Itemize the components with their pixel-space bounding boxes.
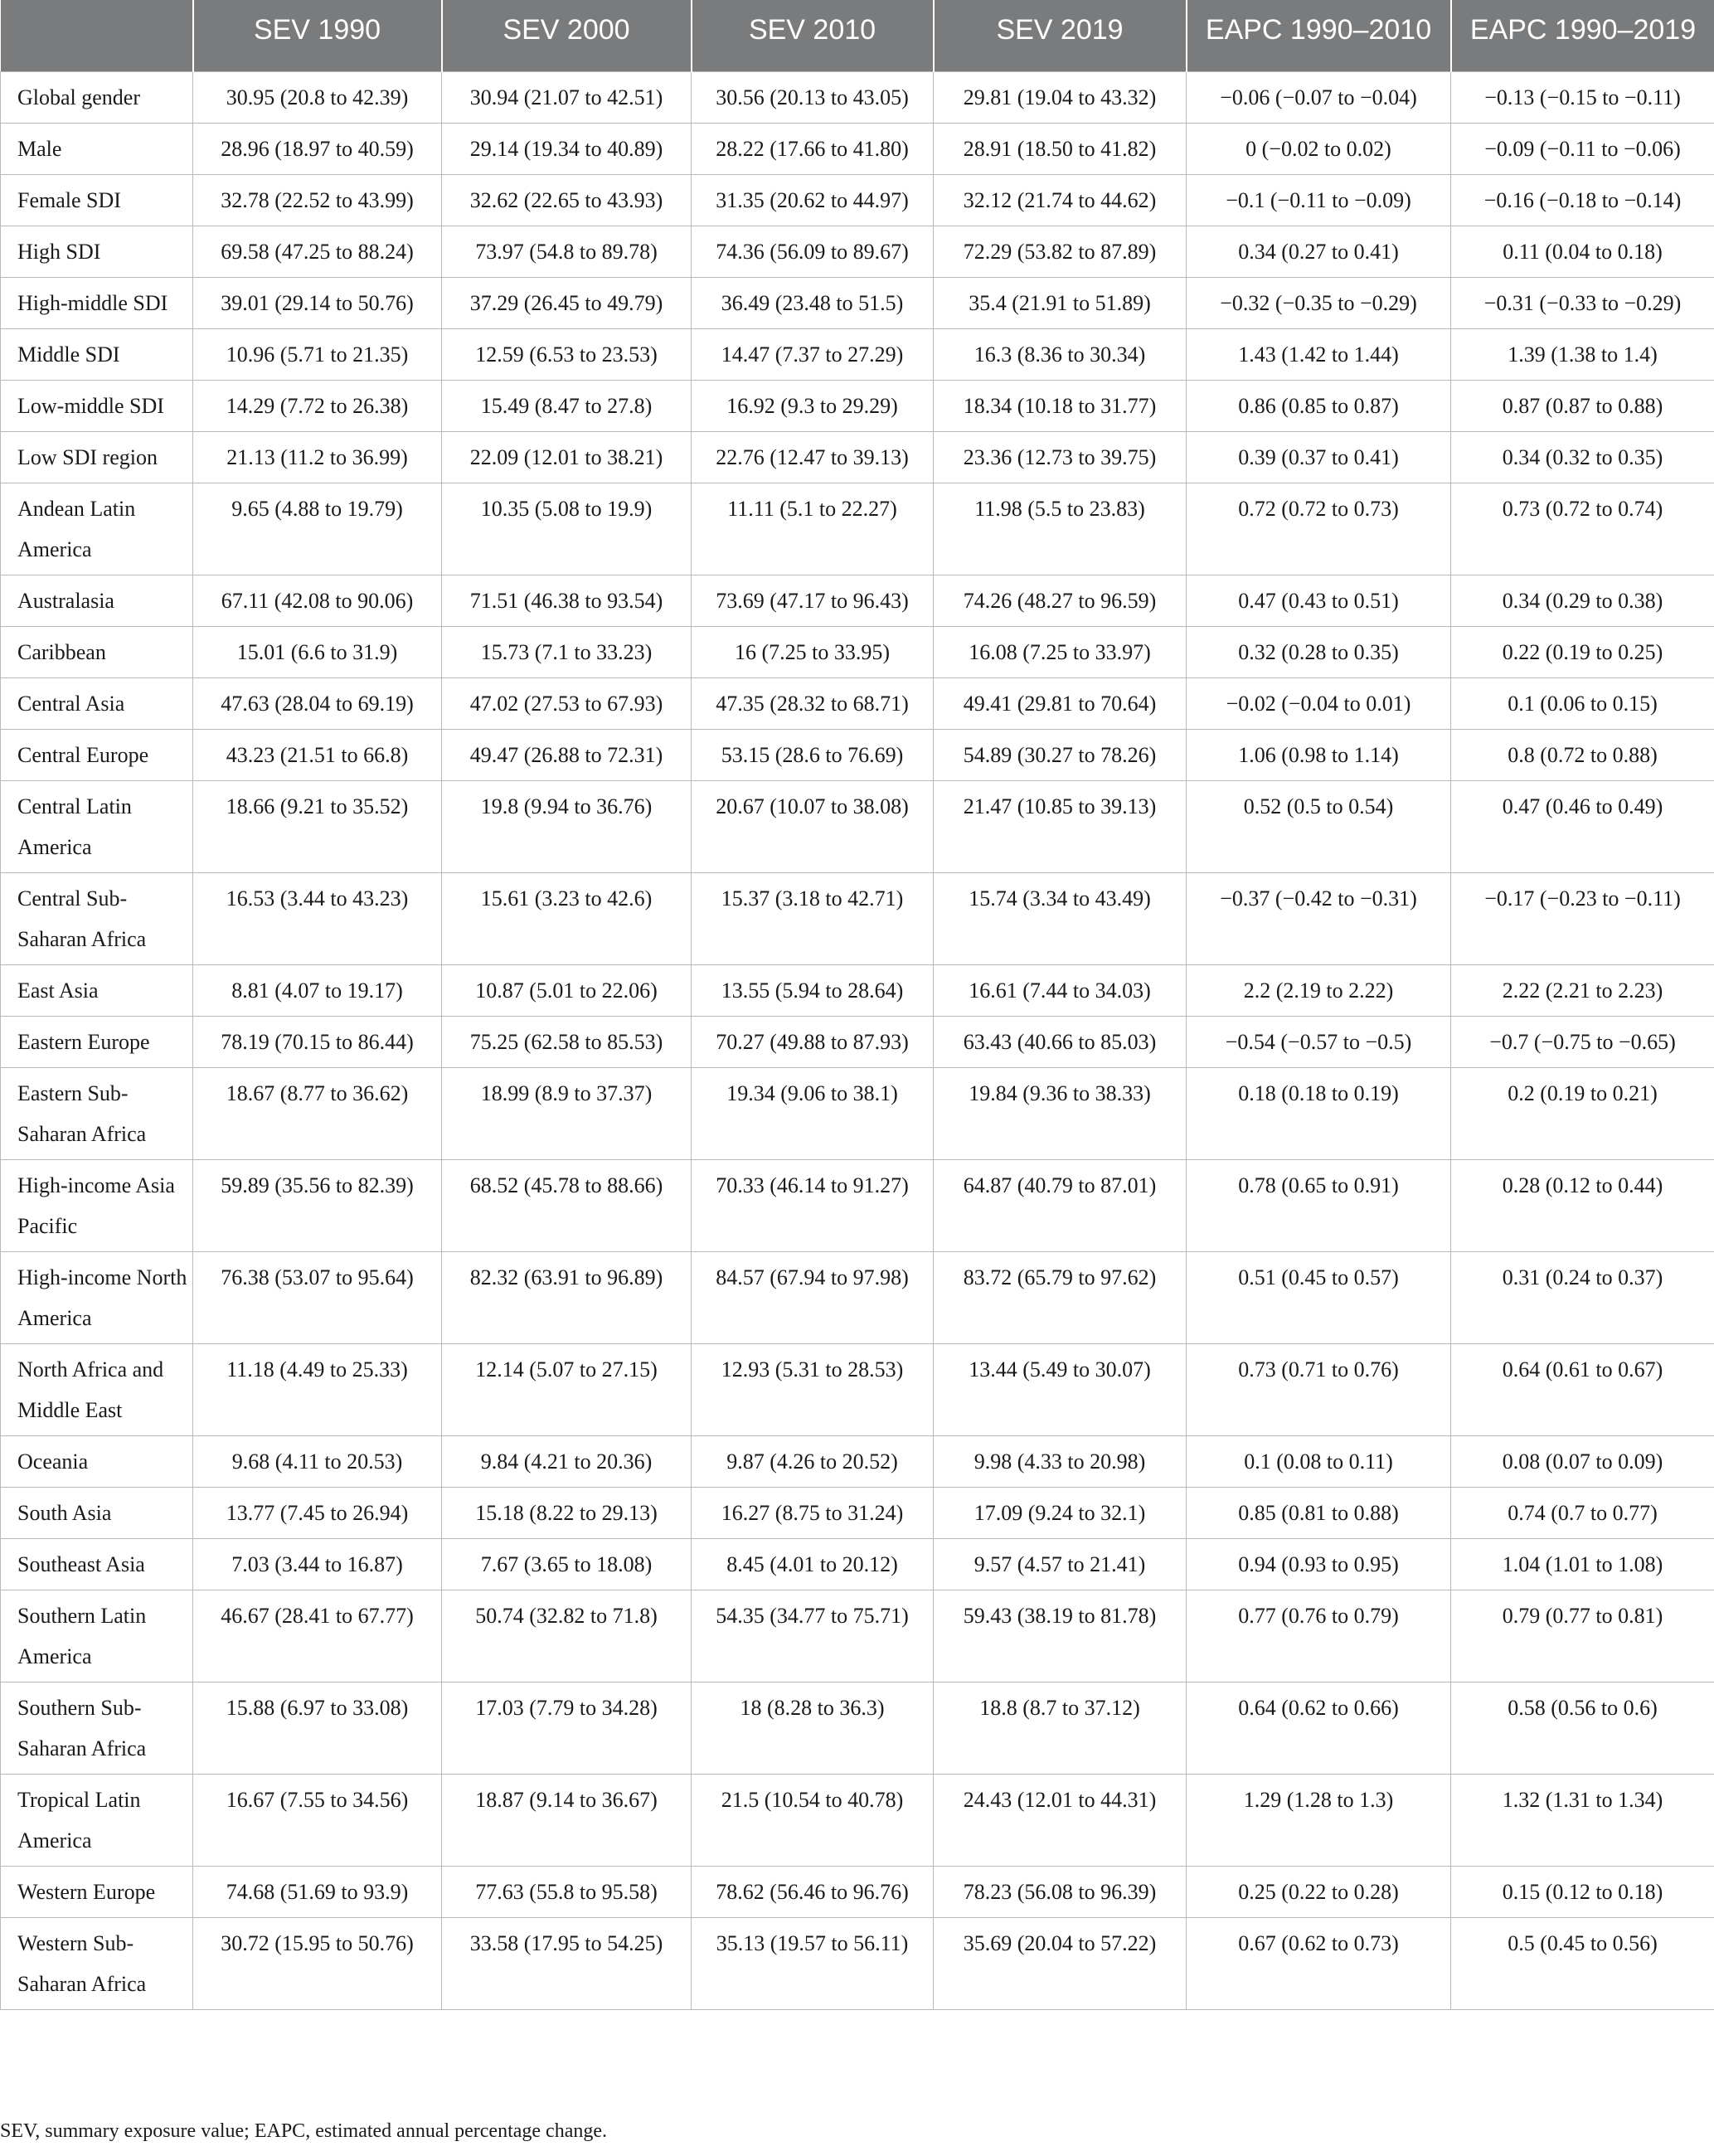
table-row — [1, 729, 1714, 780]
header-cell: SEV 2019 — [934, 0, 1187, 71]
table-row — [1, 575, 1714, 626]
table-cell: 0.18 (0.18 to 0.19) — [1187, 1067, 1451, 1159]
table-cell: −0.02 (−0.04 to 0.01) — [1187, 677, 1451, 729]
table-cell: 12.93 (5.31 to 28.53) — [692, 1343, 934, 1435]
table-row — [1, 71, 1714, 123]
table-cell: 15.73 (7.1 to 33.23) — [442, 626, 692, 677]
table-cell: 78.23 (56.08 to 96.39) — [934, 1866, 1187, 1917]
table-cell: −0.09 (−0.11 to −0.06) — [1451, 123, 1714, 174]
table-cell: 30.72 (15.95 to 50.76) — [193, 1917, 442, 2009]
table-cell: 67.11 (42.08 to 90.06) — [193, 575, 442, 626]
table-row — [1, 1590, 1714, 1682]
table-cell: 47.02 (27.53 to 67.93) — [442, 677, 692, 729]
table-cell: 33.58 (17.95 to 54.25) — [442, 1917, 692, 2009]
row-label: Western Sub-Saharan Africa — [1, 1917, 193, 2009]
table-cell: 78.62 (56.46 to 96.76) — [692, 1866, 934, 1917]
row-label: Central Europe — [1, 729, 193, 780]
table-cell: 74.26 (48.27 to 96.59) — [934, 575, 1187, 626]
table-cell: 0.94 (0.93 to 0.95) — [1187, 1538, 1451, 1590]
table-cell: 73.97 (54.8 to 89.78) — [442, 226, 692, 277]
row-label: Low-middle SDI — [1, 380, 193, 431]
table-cell: 50.74 (32.82 to 71.8) — [442, 1590, 692, 1682]
table-row — [1, 1435, 1714, 1487]
table-cell: 0.34 (0.32 to 0.35) — [1451, 431, 1714, 483]
table-cell: −0.16 (−0.18 to −0.14) — [1451, 174, 1714, 226]
table-row — [1, 780, 1714, 872]
table-cell: 73.69 (47.17 to 96.43) — [692, 575, 934, 626]
row-label: East Asia — [1, 964, 193, 1016]
table-cell: 30.95 (20.8 to 42.39) — [193, 71, 442, 123]
table-cell: 15.74 (3.34 to 43.49) — [934, 872, 1187, 964]
row-label: Southeast Asia — [1, 1538, 193, 1590]
table-cell: 19.84 (9.36 to 38.33) — [934, 1067, 1187, 1159]
table-cell: 13.77 (7.45 to 26.94) — [193, 1487, 442, 1538]
table-cell: −0.32 (−0.35 to −0.29) — [1187, 277, 1451, 328]
header-row — [1, 0, 1714, 71]
table-row — [1, 174, 1714, 226]
table-cell: 10.96 (5.71 to 21.35) — [193, 328, 442, 380]
table-row — [1, 626, 1714, 677]
table-cell: 16.08 (7.25 to 33.97) — [934, 626, 1187, 677]
table-cell: 18.87 (9.14 to 36.67) — [442, 1774, 692, 1866]
table-cell: −0.54 (−0.57 to −0.5) — [1187, 1016, 1451, 1067]
table-cell: 43.23 (21.51 to 66.8) — [193, 729, 442, 780]
table-cell: 69.58 (47.25 to 88.24) — [193, 226, 442, 277]
table-cell: 9.68 (4.11 to 20.53) — [193, 1435, 442, 1487]
table-cell: 0 (−0.02 to 0.02) — [1187, 123, 1451, 174]
table-cell: 0.72 (0.72 to 0.73) — [1187, 483, 1451, 575]
table-cell: −0.31 (−0.33 to −0.29) — [1451, 277, 1714, 328]
table-cell: 7.67 (3.65 to 18.08) — [442, 1538, 692, 1590]
table-cell: 0.28 (0.12 to 0.44) — [1451, 1159, 1714, 1251]
row-label: High-middle SDI — [1, 277, 193, 328]
table-cell: 16 (7.25 to 33.95) — [692, 626, 934, 677]
table-cell: 0.5 (0.45 to 0.56) — [1451, 1917, 1714, 2009]
row-label: Andean Latin America — [1, 483, 193, 575]
table-cell: 9.87 (4.26 to 20.52) — [692, 1435, 934, 1487]
table-cell: 8.81 (4.07 to 19.17) — [193, 964, 442, 1016]
table-cell: 0.15 (0.12 to 0.18) — [1451, 1866, 1714, 1917]
table-row — [1, 277, 1714, 328]
row-label: South Asia — [1, 1487, 193, 1538]
table-cell: 12.59 (6.53 to 23.53) — [442, 328, 692, 380]
row-label: High-income North America — [1, 1251, 193, 1343]
table-cell: 12.14 (5.07 to 27.15) — [442, 1343, 692, 1435]
table-cell: 0.78 (0.65 to 0.91) — [1187, 1159, 1451, 1251]
table-cell: 15.88 (6.97 to 33.08) — [193, 1682, 442, 1774]
table-cell: 63.43 (40.66 to 85.03) — [934, 1016, 1187, 1067]
table-cell: 0.51 (0.45 to 0.57) — [1187, 1251, 1451, 1343]
row-label: Female SDI — [1, 174, 193, 226]
table-cell: 72.29 (53.82 to 87.89) — [934, 226, 1187, 277]
row-label: Southern Latin America — [1, 1590, 193, 1682]
table-cell: 82.32 (63.91 to 96.89) — [442, 1251, 692, 1343]
header-cell: EAPC 1990–2019 — [1451, 0, 1714, 71]
table-cell: 1.06 (0.98 to 1.14) — [1187, 729, 1451, 780]
table-cell: 15.01 (6.6 to 31.9) — [193, 626, 442, 677]
table-cell: 47.35 (28.32 to 68.71) — [692, 677, 934, 729]
row-label: Tropical Latin America — [1, 1774, 193, 1866]
table-row — [1, 677, 1714, 729]
table-cell: 18 (8.28 to 36.3) — [692, 1682, 934, 1774]
table-cell: 22.76 (12.47 to 39.13) — [692, 431, 934, 483]
table-cell: 0.39 (0.37 to 0.41) — [1187, 431, 1451, 483]
header-cell — [1, 0, 193, 71]
table-cell: 10.87 (5.01 to 22.06) — [442, 964, 692, 1016]
table-cell: 70.33 (46.14 to 91.27) — [692, 1159, 934, 1251]
table-body — [1, 71, 1714, 2009]
table-cell: 64.87 (40.79 to 87.01) — [934, 1159, 1187, 1251]
table-cell: 18.66 (9.21 to 35.52) — [193, 780, 442, 872]
table-cell: 35.13 (19.57 to 56.11) — [692, 1917, 934, 2009]
table-row — [1, 431, 1714, 483]
header-cell: SEV 2000 — [442, 0, 692, 71]
row-label: Low SDI region — [1, 431, 193, 483]
table-cell: 71.51 (46.38 to 93.54) — [442, 575, 692, 626]
table-cell: 16.3 (8.36 to 30.34) — [934, 328, 1187, 380]
table-cell: 13.44 (5.49 to 30.07) — [934, 1343, 1187, 1435]
table-cell: −0.7 (−0.75 to −0.65) — [1451, 1016, 1714, 1067]
table-cell: 49.47 (26.88 to 72.31) — [442, 729, 692, 780]
table-footnote: SEV, summary exposure value; EAPC, estimated annual percentage change. — [0, 2120, 608, 2142]
row-label: Central Asia — [1, 677, 193, 729]
table-cell: 18.67 (8.77 to 36.62) — [193, 1067, 442, 1159]
table-cell: 54.35 (34.77 to 75.71) — [692, 1590, 934, 1682]
table-cell: 29.14 (19.34 to 40.89) — [442, 123, 692, 174]
row-label: Central Sub-Saharan Africa — [1, 872, 193, 964]
table-cell: 11.98 (5.5 to 23.83) — [934, 483, 1187, 575]
table-cell: 20.67 (10.07 to 38.08) — [692, 780, 934, 872]
row-label: Western Europe — [1, 1866, 193, 1917]
table-cell: 1.04 (1.01 to 1.08) — [1451, 1538, 1714, 1590]
table-cell: 9.84 (4.21 to 20.36) — [442, 1435, 692, 1487]
table-row — [1, 1538, 1714, 1590]
table-cell: 16.53 (3.44 to 43.23) — [193, 872, 442, 964]
row-label: Eastern Europe — [1, 1016, 193, 1067]
table-cell: −0.17 (−0.23 to −0.11) — [1451, 872, 1714, 964]
table-cell: 19.8 (9.94 to 36.76) — [442, 780, 692, 872]
table-cell: −0.06 (−0.07 to −0.04) — [1187, 71, 1451, 123]
table-cell: 0.2 (0.19 to 0.21) — [1451, 1067, 1714, 1159]
table-cell: 0.64 (0.62 to 0.66) — [1187, 1682, 1451, 1774]
row-label: Caribbean — [1, 626, 193, 677]
table-cell: 18.99 (8.9 to 37.37) — [442, 1067, 692, 1159]
table-cell: 7.03 (3.44 to 16.87) — [193, 1538, 442, 1590]
table-cell: 78.19 (70.15 to 86.44) — [193, 1016, 442, 1067]
table-row — [1, 1682, 1714, 1774]
table-cell: 18.8 (8.7 to 37.12) — [934, 1682, 1187, 1774]
table-row — [1, 1016, 1714, 1067]
table-cell: 15.18 (8.22 to 29.13) — [442, 1487, 692, 1538]
table-cell: −0.37 (−0.42 to −0.31) — [1187, 872, 1451, 964]
table-cell: 36.49 (23.48 to 51.5) — [692, 277, 934, 328]
table-cell: 16.67 (7.55 to 34.56) — [193, 1774, 442, 1866]
table-cell: 29.81 (19.04 to 43.32) — [934, 71, 1187, 123]
table-cell: 0.22 (0.19 to 0.25) — [1451, 626, 1714, 677]
table-cell: 9.65 (4.88 to 19.79) — [193, 483, 442, 575]
table-cell: 11.11 (5.1 to 22.27) — [692, 483, 934, 575]
table-row — [1, 1487, 1714, 1538]
table-row — [1, 123, 1714, 174]
table-cell: 59.43 (38.19 to 81.78) — [934, 1590, 1187, 1682]
table-cell: 35.69 (20.04 to 57.22) — [934, 1917, 1187, 2009]
table-cell: 1.32 (1.31 to 1.34) — [1451, 1774, 1714, 1866]
row-label: Global gender — [1, 71, 193, 123]
table-row — [1, 1343, 1714, 1435]
table-cell: 68.52 (45.78 to 88.66) — [442, 1159, 692, 1251]
row-label: Central Latin America — [1, 780, 193, 872]
table-cell: 16.61 (7.44 to 34.03) — [934, 964, 1187, 1016]
table-cell: 9.57 (4.57 to 21.41) — [934, 1538, 1187, 1590]
table-cell: 22.09 (12.01 to 38.21) — [442, 431, 692, 483]
table-cell: 19.34 (9.06 to 38.1) — [692, 1067, 934, 1159]
table-cell: 28.22 (17.66 to 41.80) — [692, 123, 934, 174]
table-cell: 14.47 (7.37 to 27.29) — [692, 328, 934, 380]
row-label: Male — [1, 123, 193, 174]
table-cell: 11.18 (4.49 to 25.33) — [193, 1343, 442, 1435]
table-row — [1, 1159, 1714, 1251]
table-cell: 28.91 (18.50 to 41.82) — [934, 123, 1187, 174]
table-cell: 39.01 (29.14 to 50.76) — [193, 277, 442, 328]
table-cell: 0.31 (0.24 to 0.37) — [1451, 1251, 1714, 1343]
row-label: High-income Asia Pacific — [1, 1159, 193, 1251]
table-cell: 35.4 (21.91 to 51.89) — [934, 277, 1187, 328]
table-cell: 16.27 (8.75 to 31.24) — [692, 1487, 934, 1538]
table-cell: 30.94 (21.07 to 42.51) — [442, 71, 692, 123]
table-cell: −0.1 (−0.11 to −0.09) — [1187, 174, 1451, 226]
table-row — [1, 380, 1714, 431]
table-cell: 54.89 (30.27 to 78.26) — [934, 729, 1187, 780]
header-cell: SEV 1990 — [193, 0, 442, 71]
table-cell: 0.74 (0.7 to 0.77) — [1451, 1487, 1714, 1538]
table-cell: 0.64 (0.61 to 0.67) — [1451, 1343, 1714, 1435]
table-cell: 15.49 (8.47 to 27.8) — [442, 380, 692, 431]
table-row — [1, 872, 1714, 964]
table-cell: 74.68 (51.69 to 93.9) — [193, 1866, 442, 1917]
table-row — [1, 1866, 1714, 1917]
table-cell: 10.35 (5.08 to 19.9) — [442, 483, 692, 575]
table-cell: 0.86 (0.85 to 0.87) — [1187, 380, 1451, 431]
row-label: High SDI — [1, 226, 193, 277]
table-cell: 83.72 (65.79 to 97.62) — [934, 1251, 1187, 1343]
table-cell: 28.96 (18.97 to 40.59) — [193, 123, 442, 174]
table-cell: 0.1 (0.06 to 0.15) — [1451, 677, 1714, 729]
table-cell: 18.34 (10.18 to 31.77) — [934, 380, 1187, 431]
table-cell: 1.39 (1.38 to 1.4) — [1451, 328, 1714, 380]
table-cell: 2.2 (2.19 to 2.22) — [1187, 964, 1451, 1016]
table-cell: 8.45 (4.01 to 20.12) — [692, 1538, 934, 1590]
table-row — [1, 1774, 1714, 1866]
table-cell: 0.25 (0.22 to 0.28) — [1187, 1866, 1451, 1917]
table-cell: 14.29 (7.72 to 26.38) — [193, 380, 442, 431]
table-row — [1, 964, 1714, 1016]
table-cell: 0.87 (0.87 to 0.88) — [1451, 380, 1714, 431]
table-cell: 76.38 (53.07 to 95.64) — [193, 1251, 442, 1343]
header-cell: EAPC 1990–2010 — [1187, 0, 1451, 71]
table-cell: 2.22 (2.21 to 2.23) — [1451, 964, 1714, 1016]
table-cell: 0.79 (0.77 to 0.81) — [1451, 1590, 1714, 1682]
table-cell: 32.78 (22.52 to 43.99) — [193, 174, 442, 226]
table-cell: 0.73 (0.71 to 0.76) — [1187, 1343, 1451, 1435]
table-cell: 59.89 (35.56 to 82.39) — [193, 1159, 442, 1251]
table-cell: 47.63 (28.04 to 69.19) — [193, 677, 442, 729]
table-cell: 0.52 (0.5 to 0.54) — [1187, 780, 1451, 872]
row-label: Australasia — [1, 575, 193, 626]
table-cell: 0.32 (0.28 to 0.35) — [1187, 626, 1451, 677]
table-cell: 0.08 (0.07 to 0.09) — [1451, 1435, 1714, 1487]
table-cell: 0.34 (0.29 to 0.38) — [1451, 575, 1714, 626]
row-label: Southern Sub-Saharan Africa — [1, 1682, 193, 1774]
table-cell: 0.47 (0.43 to 0.51) — [1187, 575, 1451, 626]
table-cell: 23.36 (12.73 to 39.75) — [934, 431, 1187, 483]
table-cell: 15.61 (3.23 to 42.6) — [442, 872, 692, 964]
table-cell: 9.98 (4.33 to 20.98) — [934, 1435, 1187, 1487]
table-cell: 15.37 (3.18 to 42.71) — [692, 872, 934, 964]
table-row — [1, 328, 1714, 380]
table-cell: 0.34 (0.27 to 0.41) — [1187, 226, 1451, 277]
row-label: North Africa and Middle East — [1, 1343, 193, 1435]
table-cell: 31.35 (20.62 to 44.97) — [692, 174, 934, 226]
table-cell: 0.11 (0.04 to 0.18) — [1451, 226, 1714, 277]
table-cell: 0.85 (0.81 to 0.88) — [1187, 1487, 1451, 1538]
table-cell: 46.67 (28.41 to 67.77) — [193, 1590, 442, 1682]
table-cell: −0.13 (−0.15 to −0.11) — [1451, 71, 1714, 123]
table-cell: 21.47 (10.85 to 39.13) — [934, 780, 1187, 872]
table-cell: 17.03 (7.79 to 34.28) — [442, 1682, 692, 1774]
table-cell: 0.58 (0.56 to 0.6) — [1451, 1682, 1714, 1774]
table-cell: 24.43 (12.01 to 44.31) — [934, 1774, 1187, 1866]
table-cell: 0.77 (0.76 to 0.79) — [1187, 1590, 1451, 1682]
table-row — [1, 226, 1714, 277]
table-cell: 53.15 (28.6 to 76.69) — [692, 729, 934, 780]
table-cell: 37.29 (26.45 to 49.79) — [442, 277, 692, 328]
table-cell: 1.29 (1.28 to 1.3) — [1187, 1774, 1451, 1866]
header-cell: SEV 2010 — [692, 0, 934, 71]
table-cell: 77.63 (55.8 to 95.58) — [442, 1866, 692, 1917]
table-row — [1, 1917, 1714, 2009]
table-cell: 21.5 (10.54 to 40.78) — [692, 1774, 934, 1866]
table-cell: 21.13 (11.2 to 36.99) — [193, 431, 442, 483]
table-cell: 13.55 (5.94 to 28.64) — [692, 964, 934, 1016]
table-cell: 0.47 (0.46 to 0.49) — [1451, 780, 1714, 872]
table-row — [1, 1067, 1714, 1159]
table-cell: 0.67 (0.62 to 0.73) — [1187, 1917, 1451, 2009]
table-cell: 17.09 (9.24 to 32.1) — [934, 1487, 1187, 1538]
table-cell: 70.27 (49.88 to 87.93) — [692, 1016, 934, 1067]
table-cell: 30.56 (20.13 to 43.05) — [692, 71, 934, 123]
table-row — [1, 483, 1714, 575]
table-cell: 32.12 (21.74 to 44.62) — [934, 174, 1187, 226]
table-cell: 0.73 (0.72 to 0.74) — [1451, 483, 1714, 575]
table-cell: 0.1 (0.08 to 0.11) — [1187, 1435, 1451, 1487]
row-label: Middle SDI — [1, 328, 193, 380]
table-cell: 84.57 (67.94 to 97.98) — [692, 1251, 934, 1343]
table-cell: 49.41 (29.81 to 70.64) — [934, 677, 1187, 729]
table-row — [1, 1251, 1714, 1343]
row-label: Oceania — [1, 1435, 193, 1487]
table-cell: 1.43 (1.42 to 1.44) — [1187, 328, 1451, 380]
row-label: Eastern Sub-Saharan Africa — [1, 1067, 193, 1159]
table-cell: 16.92 (9.3 to 29.29) — [692, 380, 934, 431]
table-cell: 75.25 (62.58 to 85.53) — [442, 1016, 692, 1067]
table-cell: 32.62 (22.65 to 43.93) — [442, 174, 692, 226]
table-cell: 74.36 (56.09 to 89.67) — [692, 226, 934, 277]
table-cell: 0.8 (0.72 to 0.88) — [1451, 729, 1714, 780]
